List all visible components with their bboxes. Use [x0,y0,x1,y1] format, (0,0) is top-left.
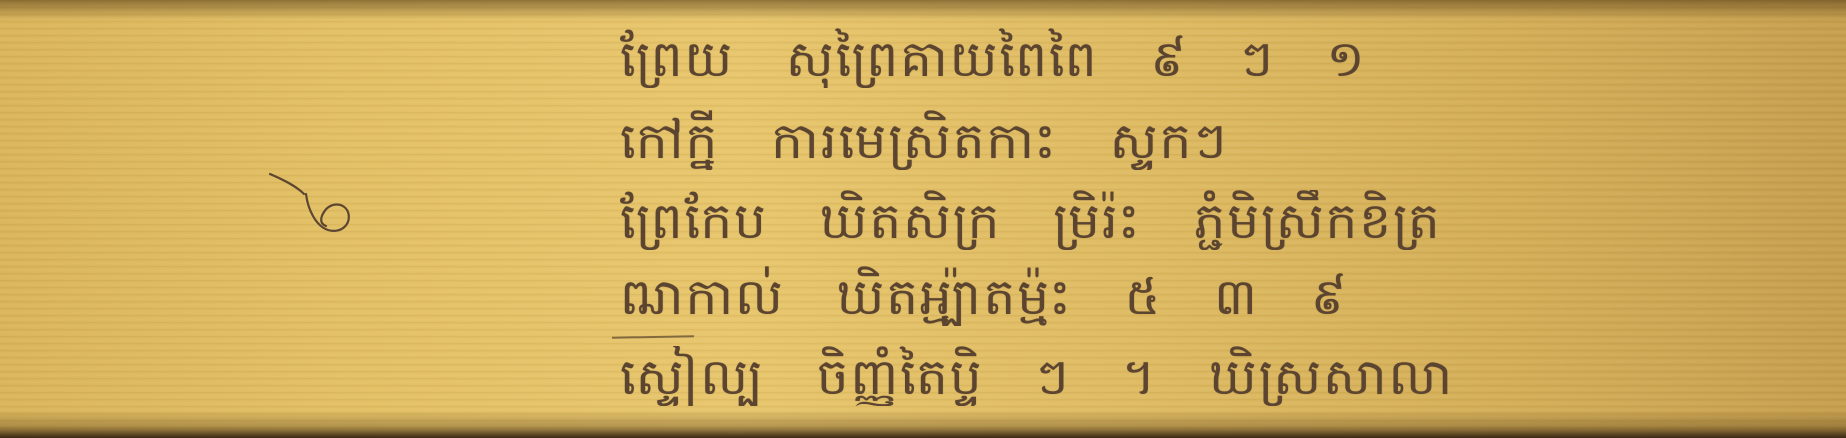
manuscript-text-block [620,28,1846,428]
leaf-bottom-edge [0,410,1846,438]
folio-number-glyph [262,160,372,250]
folio-number-text [262,160,263,161]
manuscript-line-2: កៅក្នី ការមេស្រិតកាះ ស្ទកៗ [620,112,1229,170]
leaf-top-shadow [0,0,1846,20]
manuscript-line-4: ឍាកាល់ ឃិតអ្ម្ប៉ាតម្ម៉ះ ៥ ៣ ៩ [620,268,1349,326]
folio-number-mark [262,160,372,250]
manuscript-line-5: ស្ទៀល្ប ចិញ្ញំតៃប្ទិ ៗ ។ ឃិស្រសាលា [620,348,1455,406]
manuscript-line-1: ព្រែយ សុព្រៃគាយពៃពៃ ៩ ៗ ១ [620,30,1367,88]
manuscript-line-3: ព្រែកែប ឃិតសិក្រ មិ្ររ៉ះ ភ្ជំមិស្រឹកខិត្រ [620,192,1442,250]
